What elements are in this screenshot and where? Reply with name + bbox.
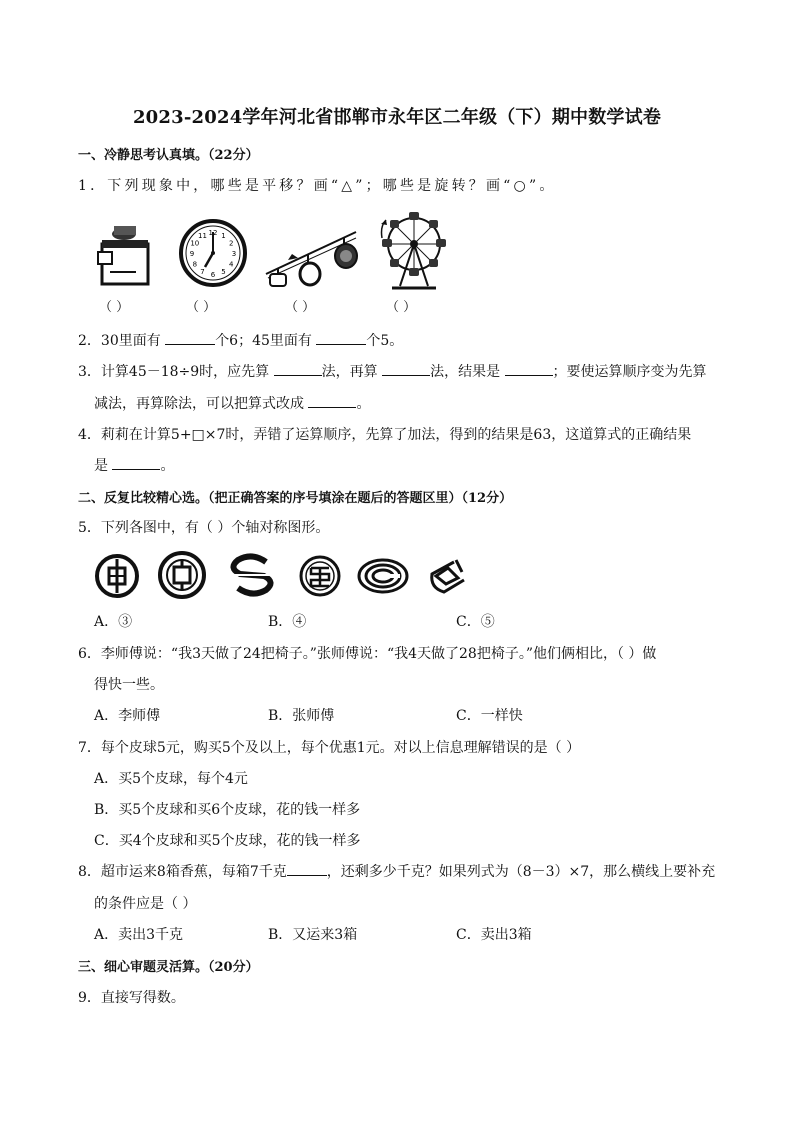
- question-5: 5．下列各图中，有（ ）个轴对称图形。: [78, 520, 330, 536]
- q8-text-a: 8．超市运来8箱香蕉，每箱7千克: [78, 864, 287, 880]
- question-8-line-1: [78, 861, 715, 881]
- question-6-line-1: 6．李师傅说：“我3天做了24把椅子。”张师傅说：“我4天做了28把椅子。”他们俩相比，（ ）做: [78, 646, 657, 662]
- clock-numeral: 9: [189, 250, 195, 258]
- q8-text-b: ，还剩多少千克？如果列式为（8－3）×7，那么横线上要补充: [326, 864, 716, 880]
- clock-numeral: 6: [210, 271, 216, 279]
- cable-car-picture: [264, 224, 360, 288]
- q1-answer-paren-4[interactable]: （ ）: [386, 300, 417, 315]
- logo-3-picture: [224, 552, 280, 598]
- clock-numeral: 5: [221, 268, 226, 277]
- question-4-line-2: [94, 455, 174, 475]
- q5-option-c[interactable]: C．⑤: [456, 614, 495, 630]
- q8-option-b[interactable]: B．又运来3箱: [268, 927, 358, 943]
- q4-blank[interactable]: [112, 457, 160, 470]
- section-2-heading: 二、反复比较精心选。（把正确答案的序号填涂在题后的答题区里）（12分）: [78, 491, 513, 506]
- q3-text-a: 3．计算45－18÷9时，应先算: [78, 364, 270, 380]
- q6-option-c[interactable]: C．一样快: [456, 708, 523, 724]
- q2-text-a: 2．30里面有: [78, 333, 161, 349]
- question-2: [78, 330, 403, 350]
- q3-text-e: 减法，再算除法，可以把算式改成: [94, 396, 304, 412]
- q6-option-a[interactable]: A．李师傅: [94, 708, 161, 724]
- question-6-line-2: 得快一些。: [94, 677, 164, 693]
- ferris-wheel-picture: [378, 208, 448, 292]
- q3-text-f: 。: [356, 396, 371, 412]
- q2-text-c: 个5。: [366, 333, 404, 349]
- clock-numeral: 4: [228, 260, 234, 269]
- q8-option-c[interactable]: C．卖出3箱: [456, 927, 532, 943]
- q7-option-c[interactable]: C．买4个皮球和买5个皮球，花的钱一样多: [94, 833, 361, 849]
- logo-4-picture: [298, 554, 342, 598]
- q8-option-a[interactable]: A．卖出3千克: [94, 927, 184, 943]
- section-3-heading: 三、细心审题灵活算。（20分）: [78, 960, 259, 975]
- question-3-line-2: [94, 393, 370, 413]
- q1-answer-paren-3[interactable]: （ ）: [285, 300, 316, 315]
- clock-numeral: 7: [200, 268, 205, 277]
- q2-text-b: 个6；45里面有: [215, 333, 312, 349]
- question-1: 1．下列现象中，哪些是平移？画“△”；哪些是旋转？画“○”。: [78, 178, 557, 194]
- clock-picture: [178, 218, 248, 288]
- q4-text-c: 。: [160, 458, 175, 474]
- section-1-heading: 一、冷静思考认真填。（22分）: [78, 148, 259, 163]
- q3-blank-2[interactable]: [382, 363, 430, 376]
- clock-numeral: 11: [198, 231, 207, 240]
- q7-option-a[interactable]: A．买5个皮球，每个4元: [94, 771, 248, 787]
- question-3-line-1: [78, 361, 707, 381]
- q1-answer-paren-1[interactable]: （ ）: [99, 300, 130, 315]
- question-7: 7．每个皮球5元，购买5个及以上，每个优惠1元。对以上信息理解错误的是（ ）: [78, 740, 581, 756]
- clock-numeral: 10: [190, 239, 200, 248]
- q3-blank-4[interactable]: [308, 395, 356, 408]
- q3-text-d: ；要使运算顺序变为先算: [552, 364, 707, 380]
- q1-answer-paren-2[interactable]: （ ）: [186, 300, 217, 315]
- q8-blank[interactable]: [287, 863, 327, 876]
- clock-numeral: 3: [231, 250, 237, 258]
- logo-2-picture: [157, 550, 207, 600]
- q7-option-b[interactable]: B．买5个皮球和买6个皮球，花的钱一样多: [94, 802, 361, 818]
- logo-6-picture: [424, 556, 468, 596]
- clock-numeral: 1: [221, 231, 226, 240]
- q2-blank-2[interactable]: [316, 332, 366, 345]
- logo-1-picture: [94, 553, 140, 599]
- clock-numeral: 8: [192, 260, 198, 269]
- q5-option-b[interactable]: B．④: [268, 614, 307, 630]
- q3-text-c: 法，结果是: [430, 364, 501, 380]
- q2-blank-1[interactable]: [165, 332, 215, 345]
- question-9: 9．直接写得数。: [78, 990, 185, 1006]
- page-title: 2023-2024学年河北省邯郸市永年区二年级（下）期中数学试卷: [132, 107, 662, 128]
- question-4-line-1: 4．莉莉在计算5+□×7时，弄错了运算顺序，先算了加法，得到的结果是63，这道算式的正确结果: [78, 427, 692, 443]
- clock-numeral: 12: [208, 229, 218, 237]
- q4-text-b: 是: [94, 458, 108, 474]
- logo-5-picture: [356, 556, 410, 596]
- clock-numeral: 2: [228, 239, 234, 248]
- q3-blank-1[interactable]: [274, 363, 322, 376]
- q3-text-b: 法，再算: [321, 364, 378, 380]
- q6-option-b[interactable]: B．张师傅: [268, 708, 335, 724]
- q5-option-a[interactable]: A．③: [94, 614, 133, 630]
- elevator-picture: [96, 222, 158, 288]
- q3-blank-3[interactable]: [505, 363, 553, 376]
- question-8-line-2: 的条件应是（ ）: [94, 896, 197, 912]
